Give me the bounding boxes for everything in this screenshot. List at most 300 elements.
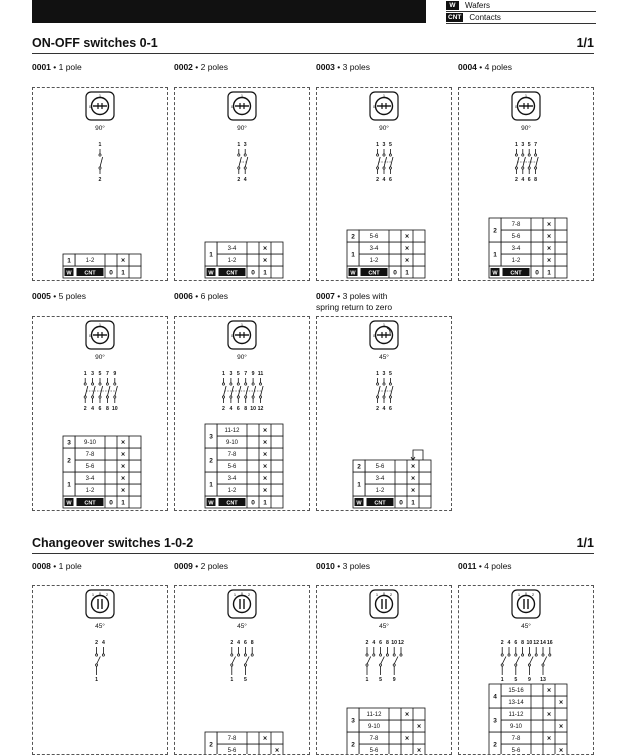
contact-node <box>377 154 379 156</box>
table-cnt-label: CNT <box>226 500 238 507</box>
pole-number: 4 <box>243 177 247 183</box>
contact-node <box>508 654 510 656</box>
pole-number: 1 <box>500 677 504 683</box>
contact-node <box>393 654 395 656</box>
switch-angle: 45° <box>95 623 105 630</box>
pole-number: 2 <box>365 640 369 646</box>
contact-table <box>489 218 567 278</box>
contact-node <box>383 167 385 169</box>
contact-table <box>347 230 425 278</box>
table-position-label: 0 <box>535 269 539 277</box>
item-description: • 1 pole <box>50 62 82 72</box>
contact-node <box>238 167 240 169</box>
rotary-switch-icon <box>370 92 398 120</box>
item-description: • 2 poles <box>192 62 229 72</box>
pole-number: 10 <box>250 406 256 412</box>
switch-diagram-svg <box>33 317 167 510</box>
contact-node <box>244 167 246 169</box>
contact-blade <box>394 657 398 665</box>
section-page-onoff: 1/1 <box>576 36 594 50</box>
table-mark: × <box>262 257 268 265</box>
table-mark: × <box>558 747 564 754</box>
pole-number: 3 <box>229 371 233 377</box>
contact-node <box>114 383 116 385</box>
contact-blade <box>381 657 385 665</box>
switch-diagram-svg <box>317 317 451 510</box>
pole-number: 6 <box>236 406 240 412</box>
pole-number: 1 <box>376 142 380 148</box>
table-position-label: 1 <box>547 269 551 277</box>
contact-node <box>389 383 391 385</box>
item-description: • 4 poles <box>476 561 512 571</box>
table-mark: × <box>410 463 416 471</box>
item-label <box>174 561 228 572</box>
switch-angle: 45° <box>379 623 389 630</box>
pole-number: 6 <box>98 406 102 412</box>
switch-knob <box>376 596 393 613</box>
table-position-label: 0 <box>109 499 113 507</box>
dial-label-zero: 0 <box>382 591 386 596</box>
pole-number: 5 <box>379 677 383 683</box>
dial-label-zero: 0 <box>88 104 92 109</box>
contact-node <box>222 383 224 385</box>
table-wafer-number: 2 <box>67 457 71 465</box>
contact-diagram <box>366 640 404 683</box>
table-mark: × <box>262 475 268 483</box>
table-contact-label: 1-2 <box>227 258 237 265</box>
contact-node <box>389 167 391 169</box>
pole-number: 1 <box>365 677 369 683</box>
table-mark: × <box>558 723 564 731</box>
rotary-switch-icon <box>86 590 114 618</box>
table-wafer-number: 2 <box>351 233 355 241</box>
contact-node <box>377 167 379 169</box>
contact-node <box>400 654 402 656</box>
switch-knob <box>234 596 251 613</box>
table-wafer-number: 2 <box>209 741 213 749</box>
pole-number: 4 <box>101 640 105 646</box>
contact-node <box>237 383 239 385</box>
switch-panel-0006 <box>174 316 310 511</box>
switch-angle: 90° <box>379 125 389 132</box>
table-contact-label: 1-2 <box>227 488 237 495</box>
switch-diagram-svg <box>317 586 451 754</box>
contact-blade <box>367 657 371 665</box>
pole-number: 5 <box>388 371 392 377</box>
contact-node <box>528 654 530 656</box>
pole-number: 2 <box>500 640 504 646</box>
table-position-label: 1 <box>121 499 125 507</box>
contact-blade <box>516 657 520 665</box>
table-wafer-number: 2 <box>493 227 497 235</box>
item-description: • 3 poles <box>334 62 371 72</box>
item-code: 0002 <box>174 62 193 72</box>
pole-number: 6 <box>514 640 518 646</box>
item-label <box>316 561 370 572</box>
spring-return-arrow-icon <box>413 450 423 460</box>
table-contact-label: 1-2 <box>85 258 95 265</box>
table-wafer-number: 1 <box>67 257 71 265</box>
switch-knob <box>518 596 535 613</box>
table-mark: × <box>404 711 410 719</box>
table-mark: × <box>410 487 416 495</box>
switch-panel-0011 <box>458 585 594 755</box>
item-label <box>32 291 86 302</box>
table-w-label: W <box>492 270 498 277</box>
item-label <box>32 62 82 73</box>
item-code: 0009 <box>174 561 193 571</box>
switch-panel-0003 <box>316 87 452 281</box>
item-description: • 5 poles <box>50 291 87 301</box>
pole-number: 4 <box>521 177 525 183</box>
switch-diagram-svg <box>175 88 309 280</box>
legend-label-wafers: Wafers <box>465 1 491 10</box>
pole-number: 3 <box>243 142 247 148</box>
dial-label-zero: 0 <box>372 333 376 338</box>
table-mark: × <box>262 427 268 435</box>
contact-node <box>542 654 544 656</box>
contact-diagram <box>376 371 393 412</box>
contact-diagram <box>237 142 247 183</box>
table-position-label: 1 <box>263 499 267 507</box>
table-position-label: 0 <box>109 269 113 277</box>
switch-angle: 90° <box>521 125 531 132</box>
contact-node <box>377 383 379 385</box>
contact-node <box>92 383 94 385</box>
table-mark: × <box>416 747 422 754</box>
pole-number: 4 <box>382 177 386 183</box>
dial-label-one: 1 <box>524 93 528 98</box>
table-contact-label: 1-2 <box>375 488 385 495</box>
table-w-label: W <box>66 270 72 277</box>
table-contact-label: 9-10 <box>225 440 239 447</box>
contact-node <box>389 396 391 398</box>
contact-node <box>244 664 246 666</box>
table-contact-label: 11-12 <box>366 712 382 719</box>
dial-label-one: 1 <box>233 592 237 597</box>
table-wafer-number: 2 <box>357 463 361 471</box>
table-mark: × <box>120 257 126 265</box>
contact-node <box>393 664 395 666</box>
contact-node <box>383 383 385 385</box>
pole-number: 4 <box>382 406 386 412</box>
contact-node <box>501 654 503 656</box>
rotary-switch-icon <box>370 321 398 349</box>
switch-panel-0001 <box>32 87 168 281</box>
pole-number: 2 <box>237 177 241 183</box>
pole-number: 5 <box>514 677 518 683</box>
dial-label-zero: 0 <box>88 333 92 338</box>
contact-node <box>528 167 530 169</box>
switch-angle: 90° <box>95 125 105 132</box>
pole-number: 3 <box>91 371 95 377</box>
table-position-label: 0 <box>251 499 255 507</box>
contact-node <box>231 654 233 656</box>
table-w-label: W <box>208 500 214 507</box>
contact-node <box>380 664 382 666</box>
contact-node <box>389 154 391 156</box>
table-mark: × <box>410 475 416 483</box>
table-mark: × <box>404 257 410 265</box>
contact-node <box>99 396 101 398</box>
pole-number: 1 <box>376 371 380 377</box>
contact-node <box>252 383 254 385</box>
contact-node <box>231 664 233 666</box>
contact-node <box>380 654 382 656</box>
legend <box>446 0 596 24</box>
pole-number: 12 <box>533 640 540 646</box>
table-w-label: W <box>66 500 72 507</box>
contact-node <box>522 167 524 169</box>
switch-panel-0002 <box>174 87 310 281</box>
contact-node <box>237 396 239 398</box>
table-mark: × <box>546 711 552 719</box>
legend-label-contacts: Contacts <box>469 13 501 22</box>
section-rule <box>32 53 594 54</box>
table-mark: × <box>274 747 280 754</box>
switch-knob <box>92 596 109 613</box>
table-mark: × <box>120 451 126 459</box>
table-mark: × <box>262 451 268 459</box>
table-contact-label: 1-2 <box>511 258 521 265</box>
dial-label-zero: 0 <box>372 104 376 109</box>
pole-number: 2 <box>83 406 87 412</box>
contact-node <box>259 396 261 398</box>
contact-blade <box>543 657 547 665</box>
contact-table <box>489 684 567 754</box>
contact-node <box>366 654 368 656</box>
pole-number: 1 <box>95 677 99 683</box>
dial-label-two: 2 <box>105 592 109 597</box>
contact-diagram <box>501 640 553 683</box>
table-mark: × <box>120 439 126 447</box>
switch-panel-0009 <box>174 585 310 755</box>
item-description: • 2 poles <box>192 561 229 571</box>
table-wafer-number: 2 <box>209 457 213 465</box>
table-cnt-label: CNT <box>84 500 96 507</box>
section-title-onoff: ON-OFF switches 0-1 <box>32 36 158 50</box>
pole-number: 1 <box>222 371 225 377</box>
dial-label-zero: 0 <box>98 591 102 596</box>
table-contact-label: 3-4 <box>511 246 521 253</box>
pole-number: 5 <box>98 371 102 377</box>
table-position-label: 1 <box>411 499 415 507</box>
contact-node <box>99 167 101 169</box>
pole-number: 4 <box>237 640 241 646</box>
table-mark: × <box>404 233 410 241</box>
switch-diagram-svg <box>459 88 593 280</box>
item-label <box>458 62 512 73</box>
table-mark: × <box>546 687 552 695</box>
table-mark: × <box>262 735 268 743</box>
dial-label-zero: 0 <box>524 591 528 596</box>
pole-number: 6 <box>379 640 383 646</box>
dial-label-zero: 0 <box>230 333 234 338</box>
rotary-switch-icon <box>512 590 540 618</box>
switch-panel-0004 <box>458 87 594 281</box>
contact-node <box>386 654 388 656</box>
table-mark: × <box>120 463 126 471</box>
item-code: 0010 <box>316 561 335 571</box>
pole-number: 3 <box>382 142 386 148</box>
table-mark: × <box>546 257 552 265</box>
table-position-label: 0 <box>399 499 403 507</box>
section-title-changeover: Changeover switches 1-0-2 <box>32 536 194 550</box>
item-label <box>174 291 228 302</box>
table-wafer-number: 1 <box>209 251 213 259</box>
table-w-label: W <box>356 500 362 507</box>
dial-label-one: 1 <box>382 93 386 98</box>
contact-node <box>515 154 517 156</box>
pole-number: 2 <box>98 177 102 183</box>
pole-number: 14 <box>540 640 546 646</box>
contact-node <box>373 654 375 656</box>
table-wafer-number: 2 <box>493 741 497 749</box>
contact-node <box>535 654 537 656</box>
contact-diagram <box>376 142 393 183</box>
pole-number: 4 <box>372 640 376 646</box>
table-mark: × <box>546 735 552 743</box>
header-bar <box>32 0 426 23</box>
pole-number: 13 <box>540 677 546 683</box>
rotary-switch-icon <box>228 590 256 618</box>
pole-number: 5 <box>388 142 392 148</box>
table-mark: × <box>262 245 268 253</box>
table-contact-label: 1-2 <box>369 258 379 265</box>
table-contact-label: 11-12 <box>508 712 524 719</box>
pole-number: 4 <box>91 406 95 412</box>
contact-node <box>238 654 240 656</box>
section-rule <box>32 553 594 554</box>
pole-number: 3 <box>521 142 525 148</box>
pole-number: 5 <box>527 142 531 148</box>
pole-number: 2 <box>376 177 380 183</box>
contact-node <box>99 383 101 385</box>
dial-label-two: 2 <box>389 592 393 597</box>
contact-node <box>244 654 246 656</box>
contact-node <box>501 664 503 666</box>
dial-label-zero: 0 <box>514 104 518 109</box>
contact-node <box>515 664 517 666</box>
contact-node <box>535 167 537 169</box>
table-contact-label: 13-14 <box>508 700 524 707</box>
pole-number: 2 <box>376 406 380 412</box>
table-contact-label: 7-8 <box>85 452 95 459</box>
table-wafer-number: 1 <box>493 251 497 259</box>
contact-node <box>259 383 261 385</box>
legend-row-wafers <box>446 0 596 12</box>
pole-number: 1 <box>98 142 102 148</box>
table-cnt-label: CNT <box>368 270 380 277</box>
contact-node <box>244 154 246 156</box>
table-position-label: 1 <box>405 269 409 277</box>
item-description-line2: spring return to zero <box>316 302 393 312</box>
pole-number: 3 <box>382 371 386 377</box>
table-contact-label: 3-4 <box>85 476 95 483</box>
table-mark: × <box>262 463 268 471</box>
table-mark: × <box>404 735 410 743</box>
table-w-label: W <box>208 270 214 277</box>
table-contact-label: 3-4 <box>227 476 237 483</box>
table-contact-label: 5-6 <box>227 464 237 471</box>
item-description: • 1 pole <box>50 561 82 571</box>
section-page-changeover: 1/1 <box>576 536 594 550</box>
contact-node <box>366 664 368 666</box>
contact-node <box>377 396 379 398</box>
dial-label-two: 2 <box>247 592 251 597</box>
switch-panel-0010 <box>316 585 452 755</box>
contact-node <box>238 154 240 156</box>
switch-diagram-svg <box>459 586 593 754</box>
table-contact-label: 11-12 <box>224 428 240 435</box>
table-position-label: 1 <box>263 269 267 277</box>
rotary-switch-icon <box>228 92 256 120</box>
table-mark: × <box>120 475 126 483</box>
pole-number: 2 <box>230 640 234 646</box>
contact-table <box>63 254 141 278</box>
contact-node <box>515 654 517 656</box>
legend-row-contacts <box>446 12 596 24</box>
item-label <box>174 62 228 73</box>
contact-node <box>222 396 224 398</box>
table-mark: × <box>546 221 552 229</box>
pole-number: 8 <box>250 640 254 646</box>
table-cnt-label: CNT <box>84 270 96 277</box>
item-label <box>458 561 512 572</box>
pole-number: 5 <box>243 677 247 683</box>
item-code: 0005 <box>32 291 51 301</box>
table-wafer-number: 3 <box>209 433 213 441</box>
pole-number: 4 <box>229 406 233 412</box>
item-code: 0003 <box>316 62 335 72</box>
pole-number: 10 <box>111 406 118 412</box>
contact-node <box>99 154 101 156</box>
table-contact-label: 9-10 <box>83 440 97 447</box>
contact-diagram <box>230 640 253 683</box>
item-code: 0007 <box>316 291 335 301</box>
item-code: 0006 <box>174 291 193 301</box>
switch-panel-0005 <box>32 316 168 511</box>
table-wafer-number: 4 <box>493 693 497 701</box>
pole-number: 7 <box>244 371 248 377</box>
contact-blade <box>100 157 103 167</box>
table-wafer-number: 1 <box>209 481 213 489</box>
pole-number: 1 <box>237 142 241 148</box>
pole-number: 10 <box>391 640 398 646</box>
pole-number: 7 <box>534 142 538 148</box>
dial-label-one: 1 <box>98 322 102 327</box>
pole-number: 6 <box>388 406 392 412</box>
contact-blade <box>502 657 506 665</box>
pole-number: 5 <box>236 371 240 377</box>
pole-number: 4 <box>507 640 511 646</box>
item-code: 0001 <box>32 62 51 72</box>
item-description: • 3 poles with <box>334 291 388 301</box>
contact-node <box>383 154 385 156</box>
item-label <box>316 62 370 73</box>
contact-diagram <box>95 640 105 683</box>
legend-tag-w: W <box>446 1 459 10</box>
dial-label-one: 1 <box>382 322 386 327</box>
item-description: • 6 poles <box>192 291 229 301</box>
table-cnt-label: CNT <box>374 500 386 507</box>
contact-blade <box>232 657 236 665</box>
table-w-label: W <box>350 270 356 277</box>
table-contact-label: 7-8 <box>227 452 237 459</box>
switch-angle: 90° <box>95 354 105 361</box>
contact-node <box>245 396 247 398</box>
table-wafer-number: 3 <box>493 717 497 725</box>
